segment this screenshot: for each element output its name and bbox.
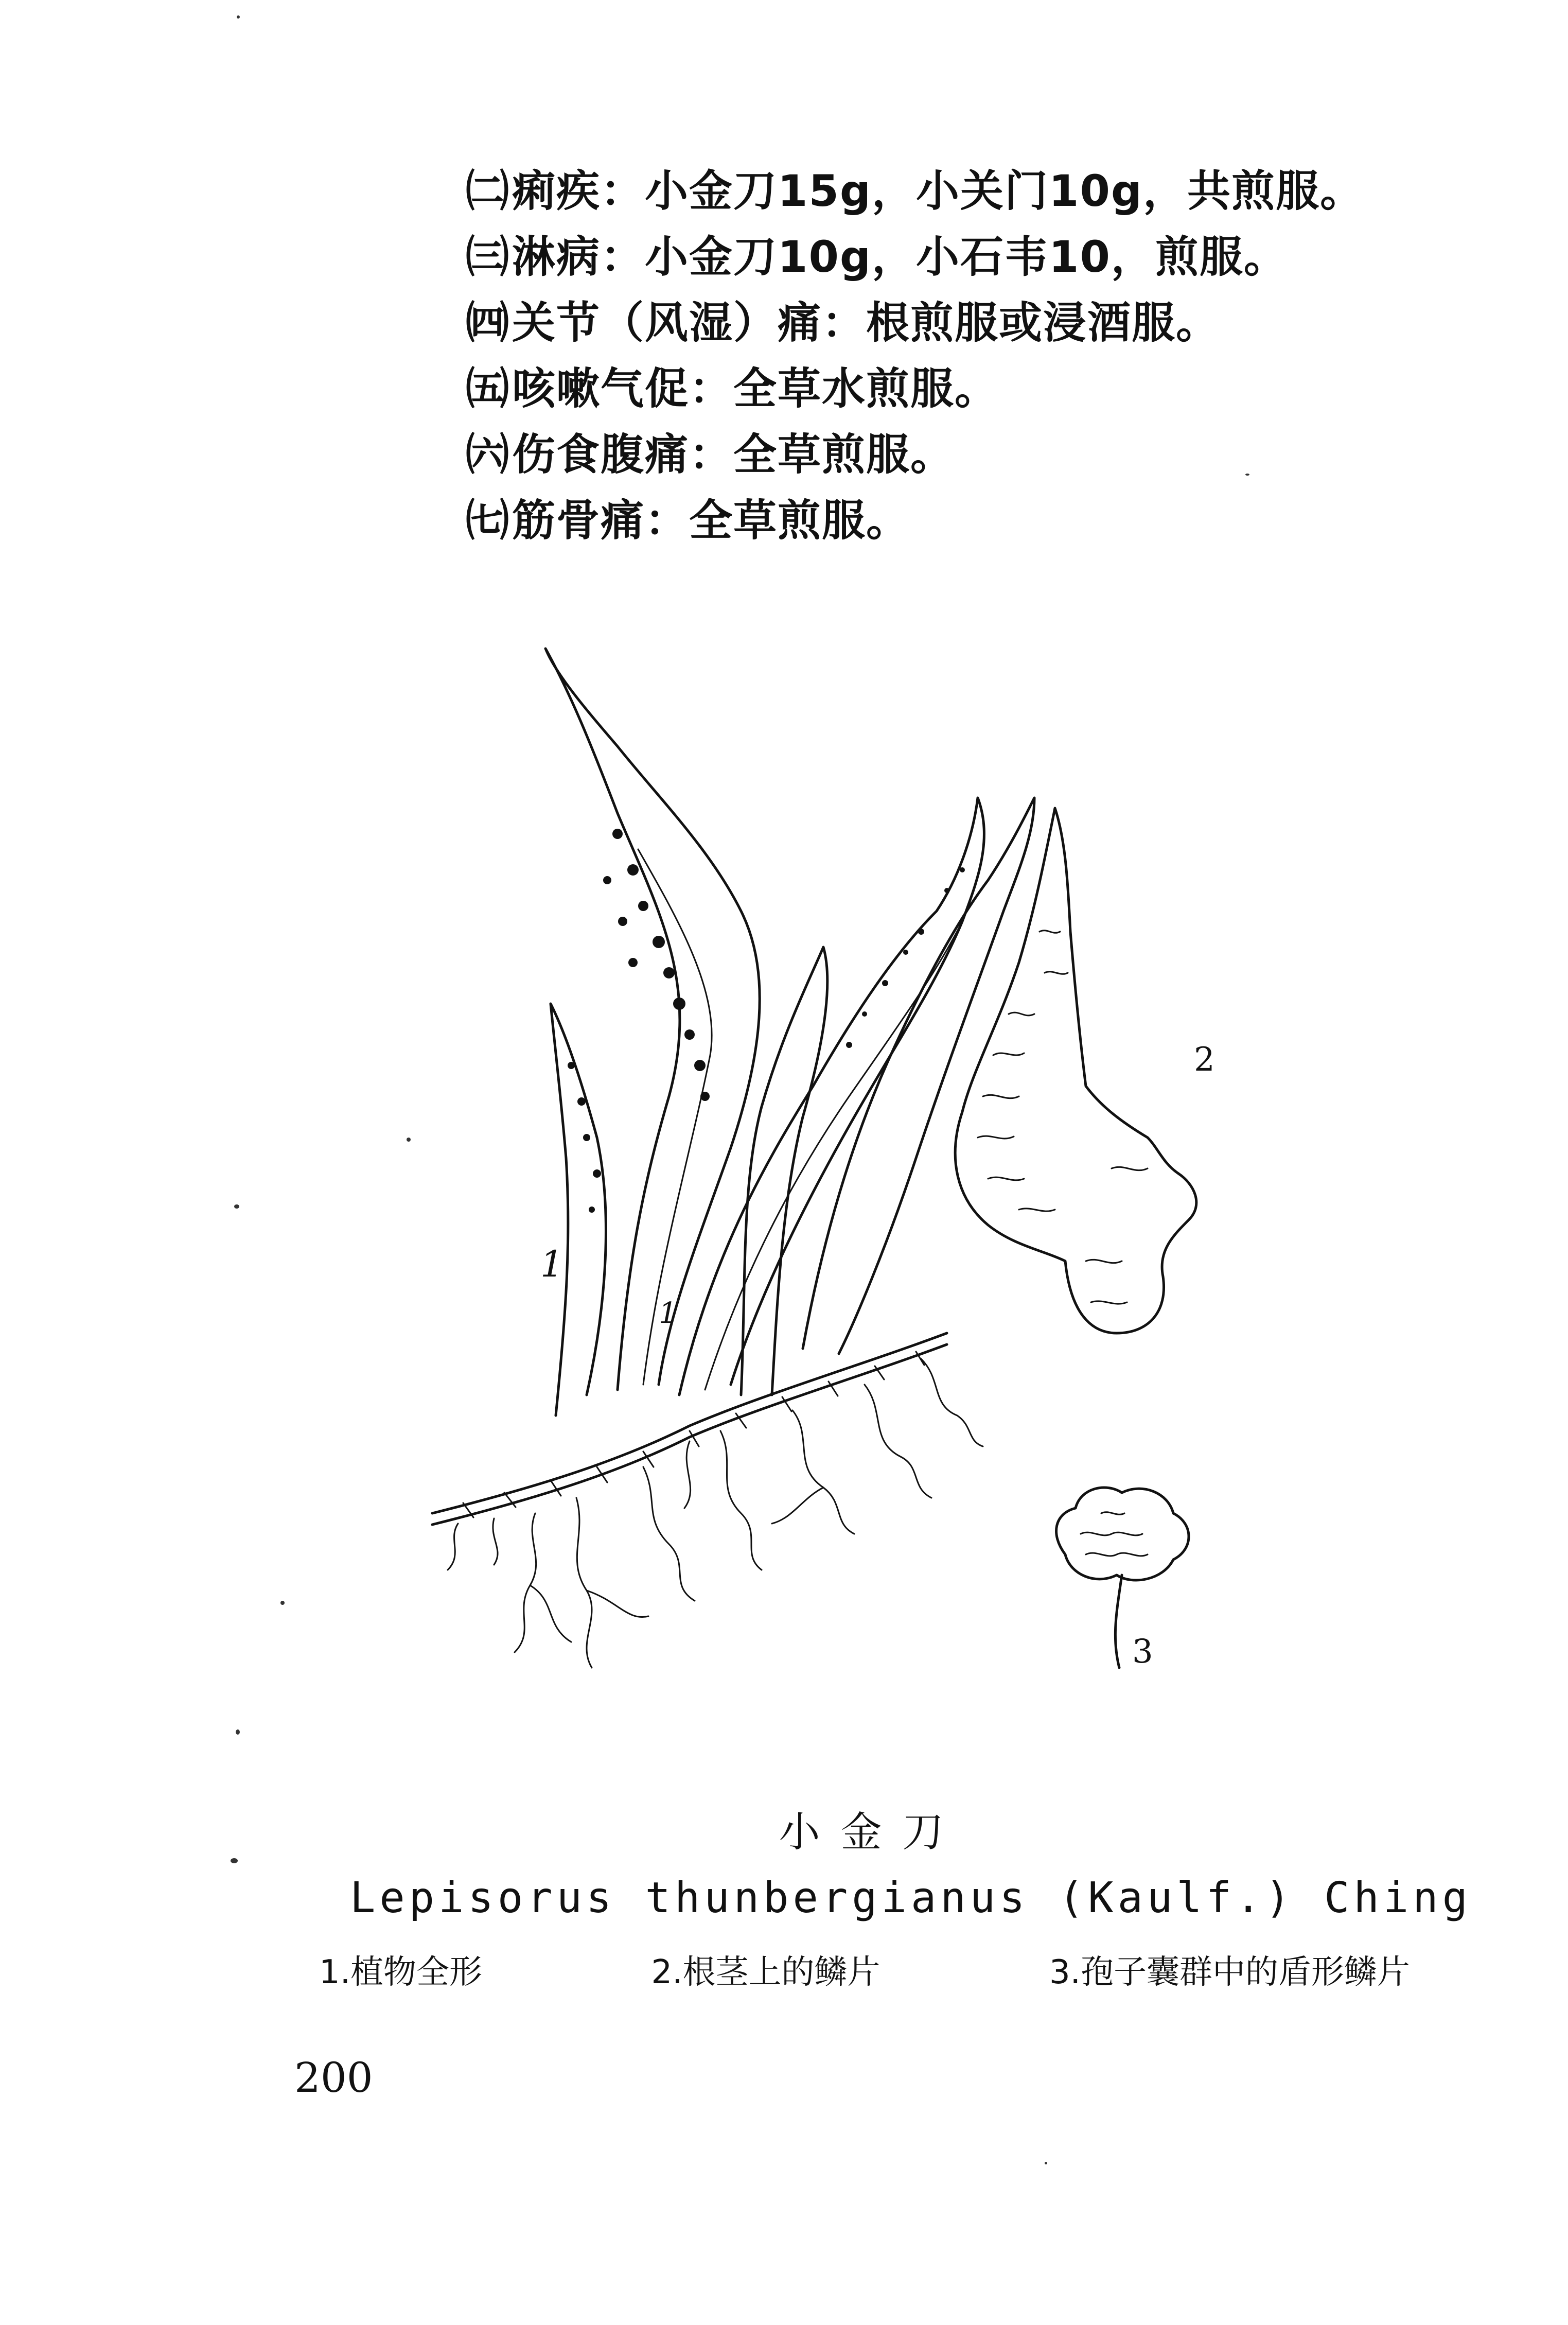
scan-speck [1245,474,1249,476]
legend-item: 3.孢子囊群中的盾形鳞片 [1049,1953,1410,1991]
remedy-item [466,352,1392,418]
remedy-number: ㈢ [466,231,510,282]
remedy-text: 筋骨痛：全草煎服。 [512,495,911,546]
roots [448,1359,983,1668]
remedy-item [466,418,1392,484]
label-plant-stem: 1 [659,1297,677,1330]
remedy-text: 痢疾：小金刀15g，小关门10g，共煎服。 [512,165,1365,216]
legend-item: 1.植物全形 [319,1953,483,1991]
remedy-item [466,154,1392,220]
remedy-item [466,484,1392,550]
remedy-item [466,286,1392,352]
label-plant: 1 [540,1243,563,1285]
remedy-number: ㈤ [466,363,510,414]
remedy-list [466,154,1392,550]
label-rhizome-scale: 2 [1194,1041,1215,1079]
remedy-text: 伤食腹痛：全草煎服。 [512,429,955,480]
scan-speck [237,15,240,19]
remedy-item [466,220,1392,286]
scan-speck [231,1858,238,1863]
sori-dots [568,829,965,1213]
legend-item: 2.根茎上的鳞片 [651,1953,880,1991]
remedy-text: 关节（风湿）痛：根煎服或浸酒服。 [512,297,1221,348]
label-peltate-scale: 3 [1132,1633,1153,1671]
figure-legend [319,1946,1410,1993]
scan-speck [1045,2162,1047,2164]
frond [551,1004,606,1415]
figure-caption-latin: Lepisorus thunbergianus (Kaulf.) Ching [350,1874,1472,1922]
scan-speck [407,1138,411,1142]
remedy-text: 咳嗽气促：全草水煎服。 [512,363,999,414]
remedy-text: 淋病：小金刀10g，小石韦10，煎服。 [512,231,1288,282]
figure-caption-chinese: 小金刀 [779,1808,964,1856]
scan-speck [236,1729,240,1735]
scan-speck [234,1204,239,1209]
remedy-number: ㈡ [466,165,510,216]
peltate-scale [1056,1488,1189,1668]
remedy-number: ㈦ [466,495,510,546]
frond [803,798,1034,1354]
frond [545,649,760,1390]
fern-illustration [401,592,1302,1724]
scan-speck [280,1601,285,1605]
page-number: 200 [294,2054,373,2102]
rhizome-scale [955,808,1196,1333]
remedy-number: ㈣ [466,297,510,348]
remedy-number: ㈥ [466,429,510,480]
frond [741,947,827,1395]
